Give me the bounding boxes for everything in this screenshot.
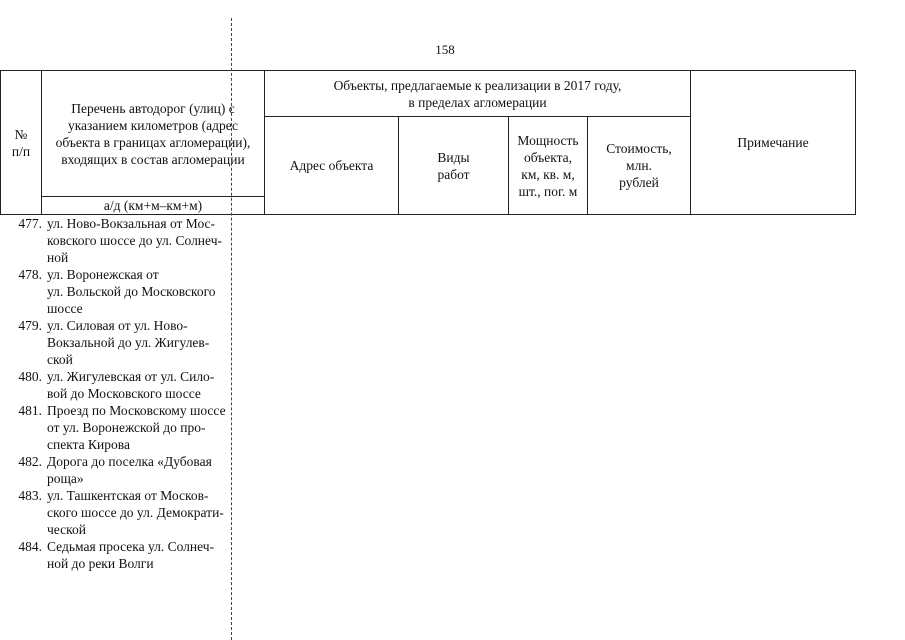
row-number: 480. [18, 369, 42, 384]
list-item [0, 453, 270, 487]
row-number: 484. [18, 539, 42, 554]
row-text: ул. Ташкентская от Москов- ского шоссе до ул. Демократи- ческой [47, 488, 224, 537]
row-text: Седьмая просека ул. Солнеч- ной до реки Волги [47, 539, 215, 571]
page-number: 158 [435, 42, 455, 57]
row-text: Дорога до поселка «Дубовая роща» [47, 454, 212, 486]
list-item [0, 215, 270, 266]
header-capacity-label: Мощность объекта, км, кв. м, шт., пог. м [517, 132, 579, 199]
row-text: ул. Силовая от ул. Ново- Вокзальной до ул. Жигулев- ской [47, 318, 210, 367]
road-list [0, 215, 270, 572]
header-address-label: Адрес объекта [289, 158, 374, 173]
scan-fold-line [231, 18, 232, 640]
header-cost-label: Стоимость, млн. рублей [606, 141, 672, 190]
header-cell-group [265, 71, 691, 117]
row-text: ул. Ново-Вокзальная от Мос- ковского шоссе до ул. Солнеч- ной [47, 216, 222, 265]
header-roads-sub-label: а/д (км+м–км+м) [103, 198, 203, 213]
header-works-label: Виды работ [437, 149, 470, 182]
header-cell-note [691, 71, 856, 215]
header-note-label: Примечание [737, 135, 809, 150]
header-cell-cost [588, 117, 691, 215]
list-item [0, 487, 270, 538]
header-cell-works [399, 117, 509, 215]
row-number: 481. [18, 403, 42, 418]
list-item [0, 368, 270, 402]
row-number: 478. [18, 267, 42, 282]
list-item [0, 538, 270, 572]
table-header [0, 70, 856, 215]
row-number: 483. [18, 488, 42, 503]
list-item [0, 317, 270, 368]
header-roads-label: Перечень автодорог (улиц) с указанием километров (адрес объекта в границах агломерации), входящих в состав агломерации [55, 100, 251, 167]
row-number: 482. [18, 454, 42, 469]
row-number: 479. [18, 318, 42, 333]
row-text: ул. Воронежская от ул. Вольской до Московского шоссе [47, 267, 216, 316]
header-group-label: Объекты, предлагаемые к реализации в 2017 году, в пределах агломерации [333, 77, 622, 110]
header-cell-address [265, 117, 399, 215]
row-text: Проезд по Московскому шоссе от ул. Воронежской до про- спекта Кирова [47, 403, 226, 452]
row-number: 477. [18, 216, 42, 231]
list-item [0, 266, 270, 317]
list-item [0, 402, 270, 453]
header-cell-number [1, 71, 42, 215]
header-number-label: № п/п [11, 126, 31, 159]
row-text: ул. Жигулевская от ул. Сило- вой до Московского шоссе [47, 369, 215, 401]
header-cell-capacity [509, 117, 588, 215]
